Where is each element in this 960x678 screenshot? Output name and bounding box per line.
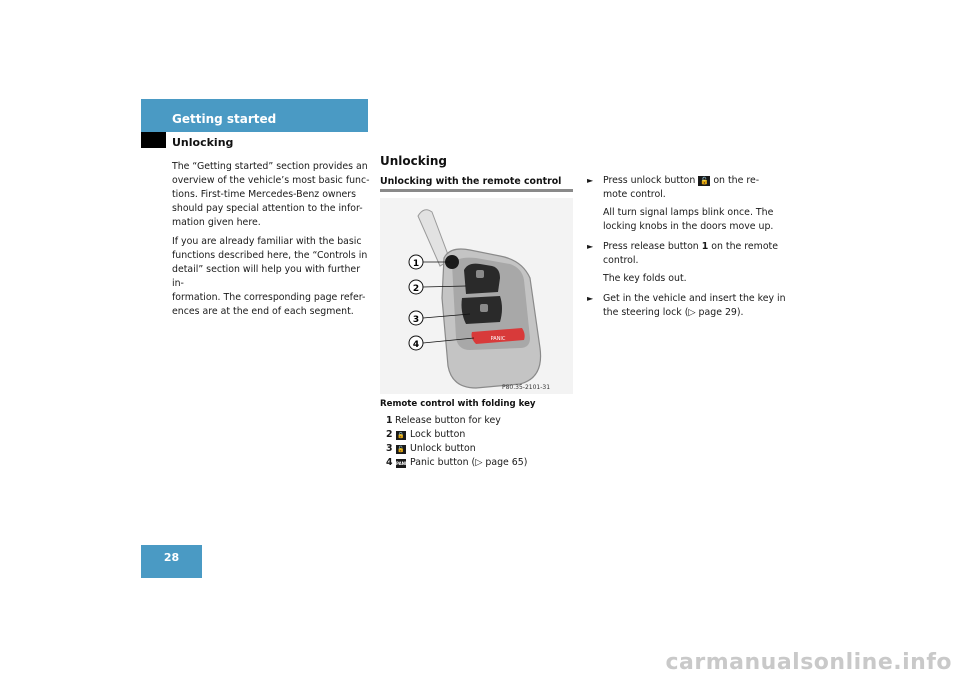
figure-caption: Remote control with folding key [380, 399, 536, 409]
heading-rule [380, 189, 573, 192]
section-title: Getting started [172, 112, 277, 126]
step-2: ► Press release button 1 on the remote control. The key folds out. [587, 240, 787, 286]
step-2-result: The key folds out. [603, 273, 687, 284]
lock-button [464, 264, 500, 294]
panic-icon: PANIC [396, 460, 410, 466]
instruction-steps [587, 174, 787, 326]
intro-paragraph-2: If you are already familiar with the basic functions described here, the “Controls in detail” section will help you with further in- formation. The corresponding page refer- ences are at the end of each segment. [172, 236, 368, 317]
watermark: carmanualsonline.info [665, 650, 952, 675]
intro-text [172, 160, 370, 324]
unlock-icon: 🔓 [699, 176, 709, 185]
page-number: 28 [163, 551, 180, 564]
unlock-icon: 🔓 [397, 445, 405, 453]
bullet-arrow-icon: ► [587, 294, 594, 303]
remote-control-figure [380, 198, 573, 394]
lock-icon: 🔒 [397, 431, 405, 439]
bullet-arrow-icon: ► [587, 242, 594, 251]
legend-item-3: 3 🔓 Unlock button [386, 443, 476, 454]
subsection-heading: Unlocking with the remote control [380, 176, 562, 187]
intro-paragraph-1: The “Getting started” section provides an overview of the vehicle’s most basic func- tions. First-time Mercedes-Benz owners should pay special attention to the infor- mation given here. [172, 161, 370, 228]
svg-text:2: 2 [412, 284, 420, 294]
figure-code: P80.35-2101-31 [501, 384, 551, 391]
svg-text:1: 1 [412, 259, 420, 269]
figure-legend [386, 414, 527, 470]
legend-item-2: 2 🔒 Lock button [386, 429, 466, 440]
svg-text:4: 4 [412, 340, 420, 350]
bullet-arrow-icon: ► [587, 176, 594, 185]
step-1: ► Press unlock button 🔓 on the re- mote control. All turn signal lamps blink once. The locking knobs in the doors move up. [587, 174, 787, 234]
section-heading: Unlocking [380, 154, 447, 168]
step-1-result: All turn signal lamps blink once. The locking knobs in the doors move up. [603, 207, 774, 232]
svg-text:3: 3 [412, 315, 420, 325]
legend-item-4: 4 PANIC Panic button (▷ page 65) [386, 457, 528, 468]
legend-item-1: 1 Release button for key [386, 415, 501, 426]
remote-control-illustration [380, 198, 573, 394]
subsection-title: Unlocking [172, 136, 234, 149]
step-3: ► Get in the vehicle and insert the key in the steering lock (▷ page 29). [587, 293, 786, 318]
panic-label: PANIC [490, 336, 506, 342]
section-tab-marker [141, 132, 166, 148]
